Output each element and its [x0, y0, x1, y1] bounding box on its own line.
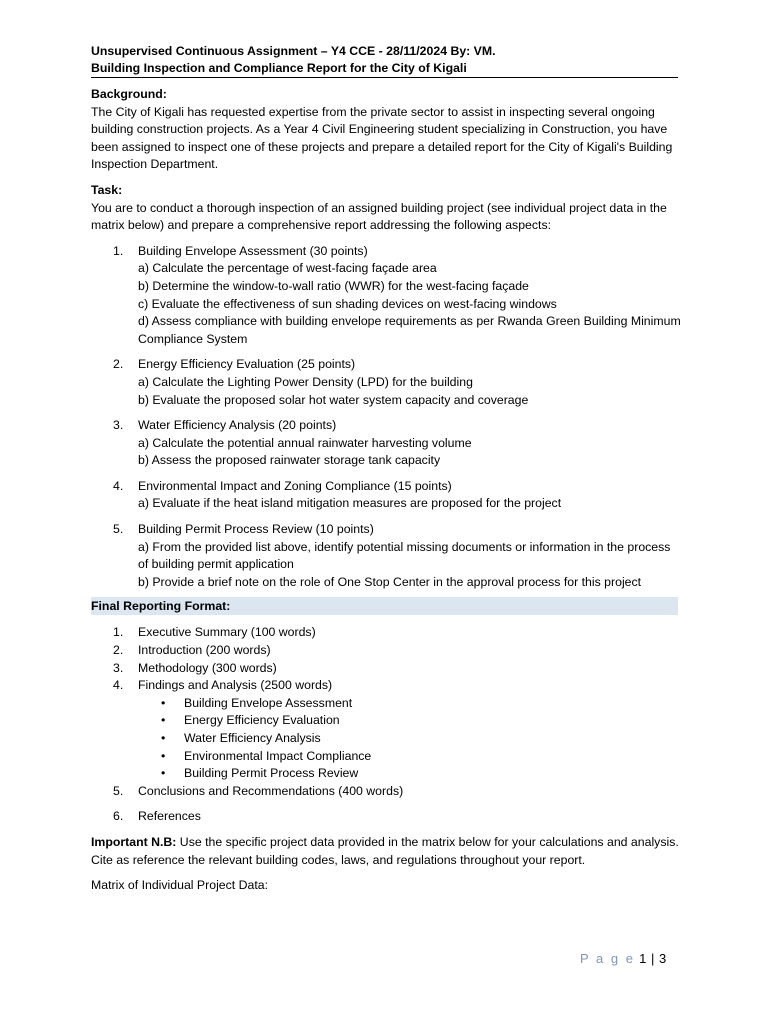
task-title: Environmental Impact and Zoning Compliance (15 points) — [138, 478, 452, 493]
format-text: Conclusions and Recommendations (400 words) — [138, 783, 404, 798]
task-intro: You are to conduct a thorough inspection of an assigned building project (see individual project data in the matrix below) and prepare a comprehensive report addressing the following aspects: — [91, 200, 667, 233]
page-footer — [580, 951, 667, 966]
format-item — [91, 808, 681, 826]
format-item — [91, 677, 681, 783]
format-number: 1. — [113, 625, 124, 640]
footer-page-number: 1 — [639, 951, 647, 966]
task-title: Building Envelope Assessment (30 points) — [138, 243, 368, 258]
important-note — [91, 834, 681, 869]
format-number: 4. — [113, 678, 124, 693]
task-sub: a) Calculate the potential annual rainwater harvesting volume — [138, 435, 472, 450]
findings-bullet-list — [138, 695, 681, 783]
bullet-text: Building Envelope Assessment — [184, 695, 353, 710]
footer-page-word: P a g e — [580, 951, 635, 966]
final-format-list — [91, 624, 681, 826]
format-text: Findings and Analysis (2500 words) — [138, 678, 333, 693]
task-heading: Task: — [91, 182, 123, 197]
task-list — [91, 243, 681, 592]
format-text: Methodology (300 words) — [138, 660, 277, 675]
bullet-item — [138, 695, 681, 713]
task-sub: a) Evaluate if the heat island mitigation measures are proposed for the project — [138, 496, 562, 511]
document-header — [91, 43, 678, 77]
task-sub: b) Evaluate the proposed solar hot water system capacity and coverage — [138, 392, 529, 407]
bullet-item — [138, 748, 681, 766]
task-item — [91, 417, 681, 470]
bullet-icon: • — [161, 713, 166, 728]
task-number: 2. — [113, 357, 124, 372]
bullet-item — [138, 765, 681, 783]
bullet-icon: • — [161, 766, 166, 781]
format-number: 5. — [113, 783, 124, 798]
task-item — [91, 521, 681, 591]
format-item — [91, 642, 681, 660]
format-item — [91, 624, 681, 642]
bullet-item — [138, 730, 681, 748]
background-heading: Background: — [91, 87, 167, 101]
task-number: 1. — [113, 243, 124, 258]
task-title: Water Efficiency Analysis (20 points) — [138, 418, 337, 433]
footer-total-pages: 3 — [658, 951, 667, 966]
task-section — [91, 182, 681, 591]
task-sub: a) Calculate the percentage of west-facing façade area — [138, 261, 437, 276]
format-text: References — [138, 809, 201, 824]
format-item — [91, 783, 681, 801]
bullet-text: Energy Efficiency Evaluation — [184, 713, 340, 728]
task-sub: c) Evaluate the effectiveness of sun shading devices on west-facing windows — [138, 296, 557, 311]
task-sub: b) Determine the window-to-wall ratio (WWR) for the west-facing façade — [138, 278, 529, 293]
task-number: 5. — [113, 522, 124, 537]
task-title: Energy Efficiency Evaluation (25 points) — [138, 357, 356, 372]
final-format-heading: Final Reporting Format: — [91, 597, 678, 615]
format-text: Introduction (200 words) — [138, 643, 271, 658]
format-number: 6. — [113, 809, 124, 824]
task-number: 4. — [113, 478, 124, 493]
background-section — [91, 86, 681, 174]
bullet-item — [138, 712, 681, 730]
note-text: Use the specific project data provided in the matrix below for your calculations and analysis. Cite as reference the relevant building codes, laws, and regulations throughout your report. — [91, 834, 679, 867]
task-item — [91, 356, 681, 409]
bullet-text: Water Efficiency Analysis — [184, 731, 321, 745]
task-sub: b) Provide a brief note on the role of One Stop Center in the approval process for this project — [138, 574, 642, 589]
format-item — [91, 660, 681, 678]
task-sub: b) Assess the proposed rainwater storage tank capacity — [138, 453, 441, 468]
format-number: 2. — [113, 643, 124, 658]
header-rule — [91, 77, 678, 78]
matrix-label: Matrix of Individual Project Data: — [91, 878, 269, 893]
bullet-icon: • — [161, 695, 166, 710]
task-title: Building Permit Process Review (10 points) — [138, 522, 374, 537]
footer-separator: | — [650, 951, 655, 966]
task-item — [91, 478, 681, 513]
header-line-2: Building Inspection and Compliance Report for the City of Kigali — [91, 61, 467, 75]
bullet-text: Building Permit Process Review — [184, 766, 359, 781]
header-line-1: Unsupervised Continuous Assignment – Y4 CCE - 28/11/2024 By: VM. — [91, 44, 496, 58]
bullet-text: Environmental Impact Compliance — [184, 748, 372, 763]
bullet-icon: • — [161, 748, 166, 763]
background-text: The City of Kigali has requested expertise from the private sector to assist in inspecting several ongoing building construction projects. As a Year 4 Civil Engineering student specializing in Construction, you have been assigned to inspect one of these projects and prepare a detailed report for the City of Kigali's Building Inspection Department. — [91, 104, 673, 172]
note-label: Important N.B: — [91, 834, 177, 849]
task-sub: a) Calculate the Lighting Power Density (LPD) for the building — [138, 374, 473, 389]
document-body — [91, 86, 681, 895]
format-text: Executive Summary (100 words) — [138, 625, 316, 640]
task-sub: a) From the provided list above, identify potential missing documents or information in the process of building permit application — [138, 539, 671, 572]
task-item — [91, 243, 681, 349]
format-number: 3. — [113, 660, 124, 675]
bullet-icon: • — [161, 731, 166, 745]
task-sub: d) Assess compliance with building envelope requirements as per Rwanda Green Building Minimum Compliance System — [138, 314, 681, 346]
task-number: 3. — [113, 418, 124, 433]
